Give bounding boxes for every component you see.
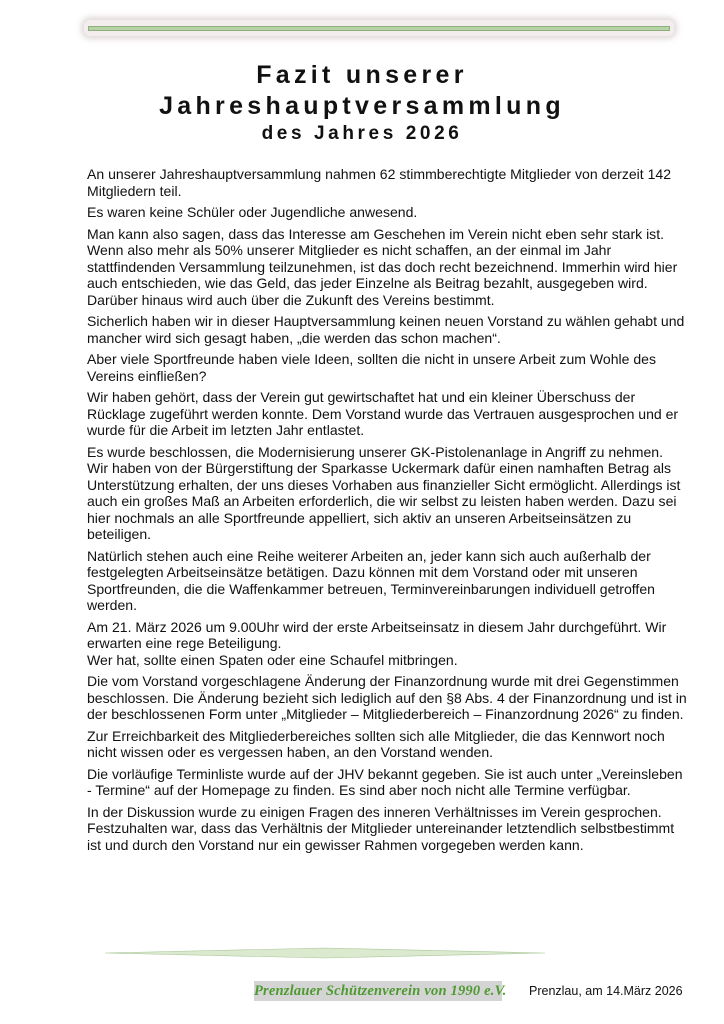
club-logo: Prenzlauer Schützenverein von 1990 e.V. [254, 983, 507, 999]
place-date: Prenzlau, am 14.März 2026 [529, 984, 683, 998]
top-rule-line [88, 26, 670, 31]
paragraph-attendance: An unserer Jahreshauptversammlung nahmen 62 stimmberechtigte Mitglieder von derzeit 142 Mitgliedern teil. [87, 166, 672, 199]
top-decorative-rule [84, 20, 674, 36]
paragraph-finances: Wir haben gehört, dass der Verein gut gewirtschaftet hat und ein kleiner Überschuss der Rücklage zugeführt werden konnte. Dem Vorstand wurde das Vertrauen ausgesprochen und er wurde für die Arbeit im letzten Jahr entlastet. [87, 389, 679, 438]
paragraph-youth: Es waren keine Schüler oder Jugendliche anwesend. [87, 204, 418, 220]
paragraph-discussion: In der Diskussion wurde zu einigen Fragen des inneren Verhältnisses im Verein gesprochen. Festzuhalten war, dass das Verhältnis der Mitglieder untereinander letztendlich selbstbestimmt ist und durch den Vorstand nur ein gewisser Rahmen vorgegeben werden kann. [87, 803, 675, 853]
paragraph-work-date: Am 21. März 2026 um 9.00Uhr wird der erste Arbeitseinsatz in diesem Jahr durchgeführt. Wir erwarten eine rege Beteiligung. [87, 618, 667, 651]
document-title [0, 60, 724, 146]
paragraph-ideas: Aber viele Sportfreunde haben viele Ideen, sollten die nicht in unsere Arbeit zum Wohle des Vereins einfließen? [87, 351, 656, 384]
title-line-3: des Jahres 2026 [261, 123, 463, 144]
paragraph-further-work: Natürlich stehen auch eine Reihe weiterer Arbeiten an, jeder kann sich auch außerhalb der festgelegten Arbeitseinsätze betätigen. Dazu können mit dem Vorstand oder mit unseren Sportfreunden, die die Waffenkammer betreuen, Terminvereinbarungen individuell getroffen werden. [87, 547, 655, 613]
paragraph-interest: Man kann also sagen, dass das Interesse am Geschehen im Verein nicht eben sehr stark ist. Wenn also mehr als 50% unserer Mitglieder es nicht schaffen, an der einmal im Jahr stattfindenden Versammlung teilzunehmen, ist das doch recht bezeichnend. Immerhin wird hier auch entschieden, wie das Geld, das jeder Einzelne als Beitrag bezahlt, ausgegeben wird. Darüber hinaus wird auch über die Zukunft des Vereins bestimmt. [87, 225, 678, 308]
bottom-rule-shape [105, 948, 545, 958]
paragraph-member-area: Zur Erreichbarkeit des Mitgliederbereiches sollten sich alle Mitglieder, die das Kennwort noch nicht wissen oder es vergessen haben, an den Vorstand wenden. [87, 727, 665, 760]
paragraph-tools: Wer hat, sollte einen Spaten oder eine Schaufel mitbringen. [87, 651, 458, 668]
paragraph-finance-order: Die vom Vorstand vorgeschlagene Änderung der Finanzordnung wurde mit drei Gegenstimmen beschlossen. Die Änderung bezieht sich lediglich auf den §8 Abs. 4 der Finanzordnung und ist in der beschlossenen Form unter „Mitglieder – Mitgliederbereich – Finanzordnung 2026“ zu finden. [87, 673, 687, 722]
document-body [87, 166, 687, 858]
title-line-2: Jahreshauptversammlung [159, 92, 565, 120]
paragraph-schedule: Die vorläufige Terminliste wurde auf der JHV bekannt gegeben. Sie ist auch unter „Vereinsleben - Termine“ auf der Homepage zu finden. Es sind aber noch nicht alle Termine verfügbar. [87, 765, 683, 798]
paragraph-board: Sicherlich haben wir in dieser Hauptversammlung keinen neuen Vorstand zu wählen gehabt und mancher wird sich gesagt haben, „die werden das schon machen“. [87, 313, 685, 346]
bottom-decorative-rule [105, 946, 545, 960]
paragraph-modernisation: Es wurde beschlossen, die Modernisierung unserer GK-Pistolenanlage in Angriff zu nehmen. Wir haben von der Bürgerstiftung der Sparkasse Uckermark dafür einen namhaften Betrag als Unterstützung erhalten, der uns dieses Vorhaben aus finanzieller Sicht ermöglicht. Allerdings ist auch ein großes Maß an Arbeiten erforderlich, die wir selbst zu leisten haben werden. Dazu sei hier nochmals an alle Sportfreunde appelliert, sich aktiv an unseren Arbeitseinsätzen zu beteiligen. [87, 443, 681, 542]
title-line-1: Fazit unserer [256, 61, 468, 89]
